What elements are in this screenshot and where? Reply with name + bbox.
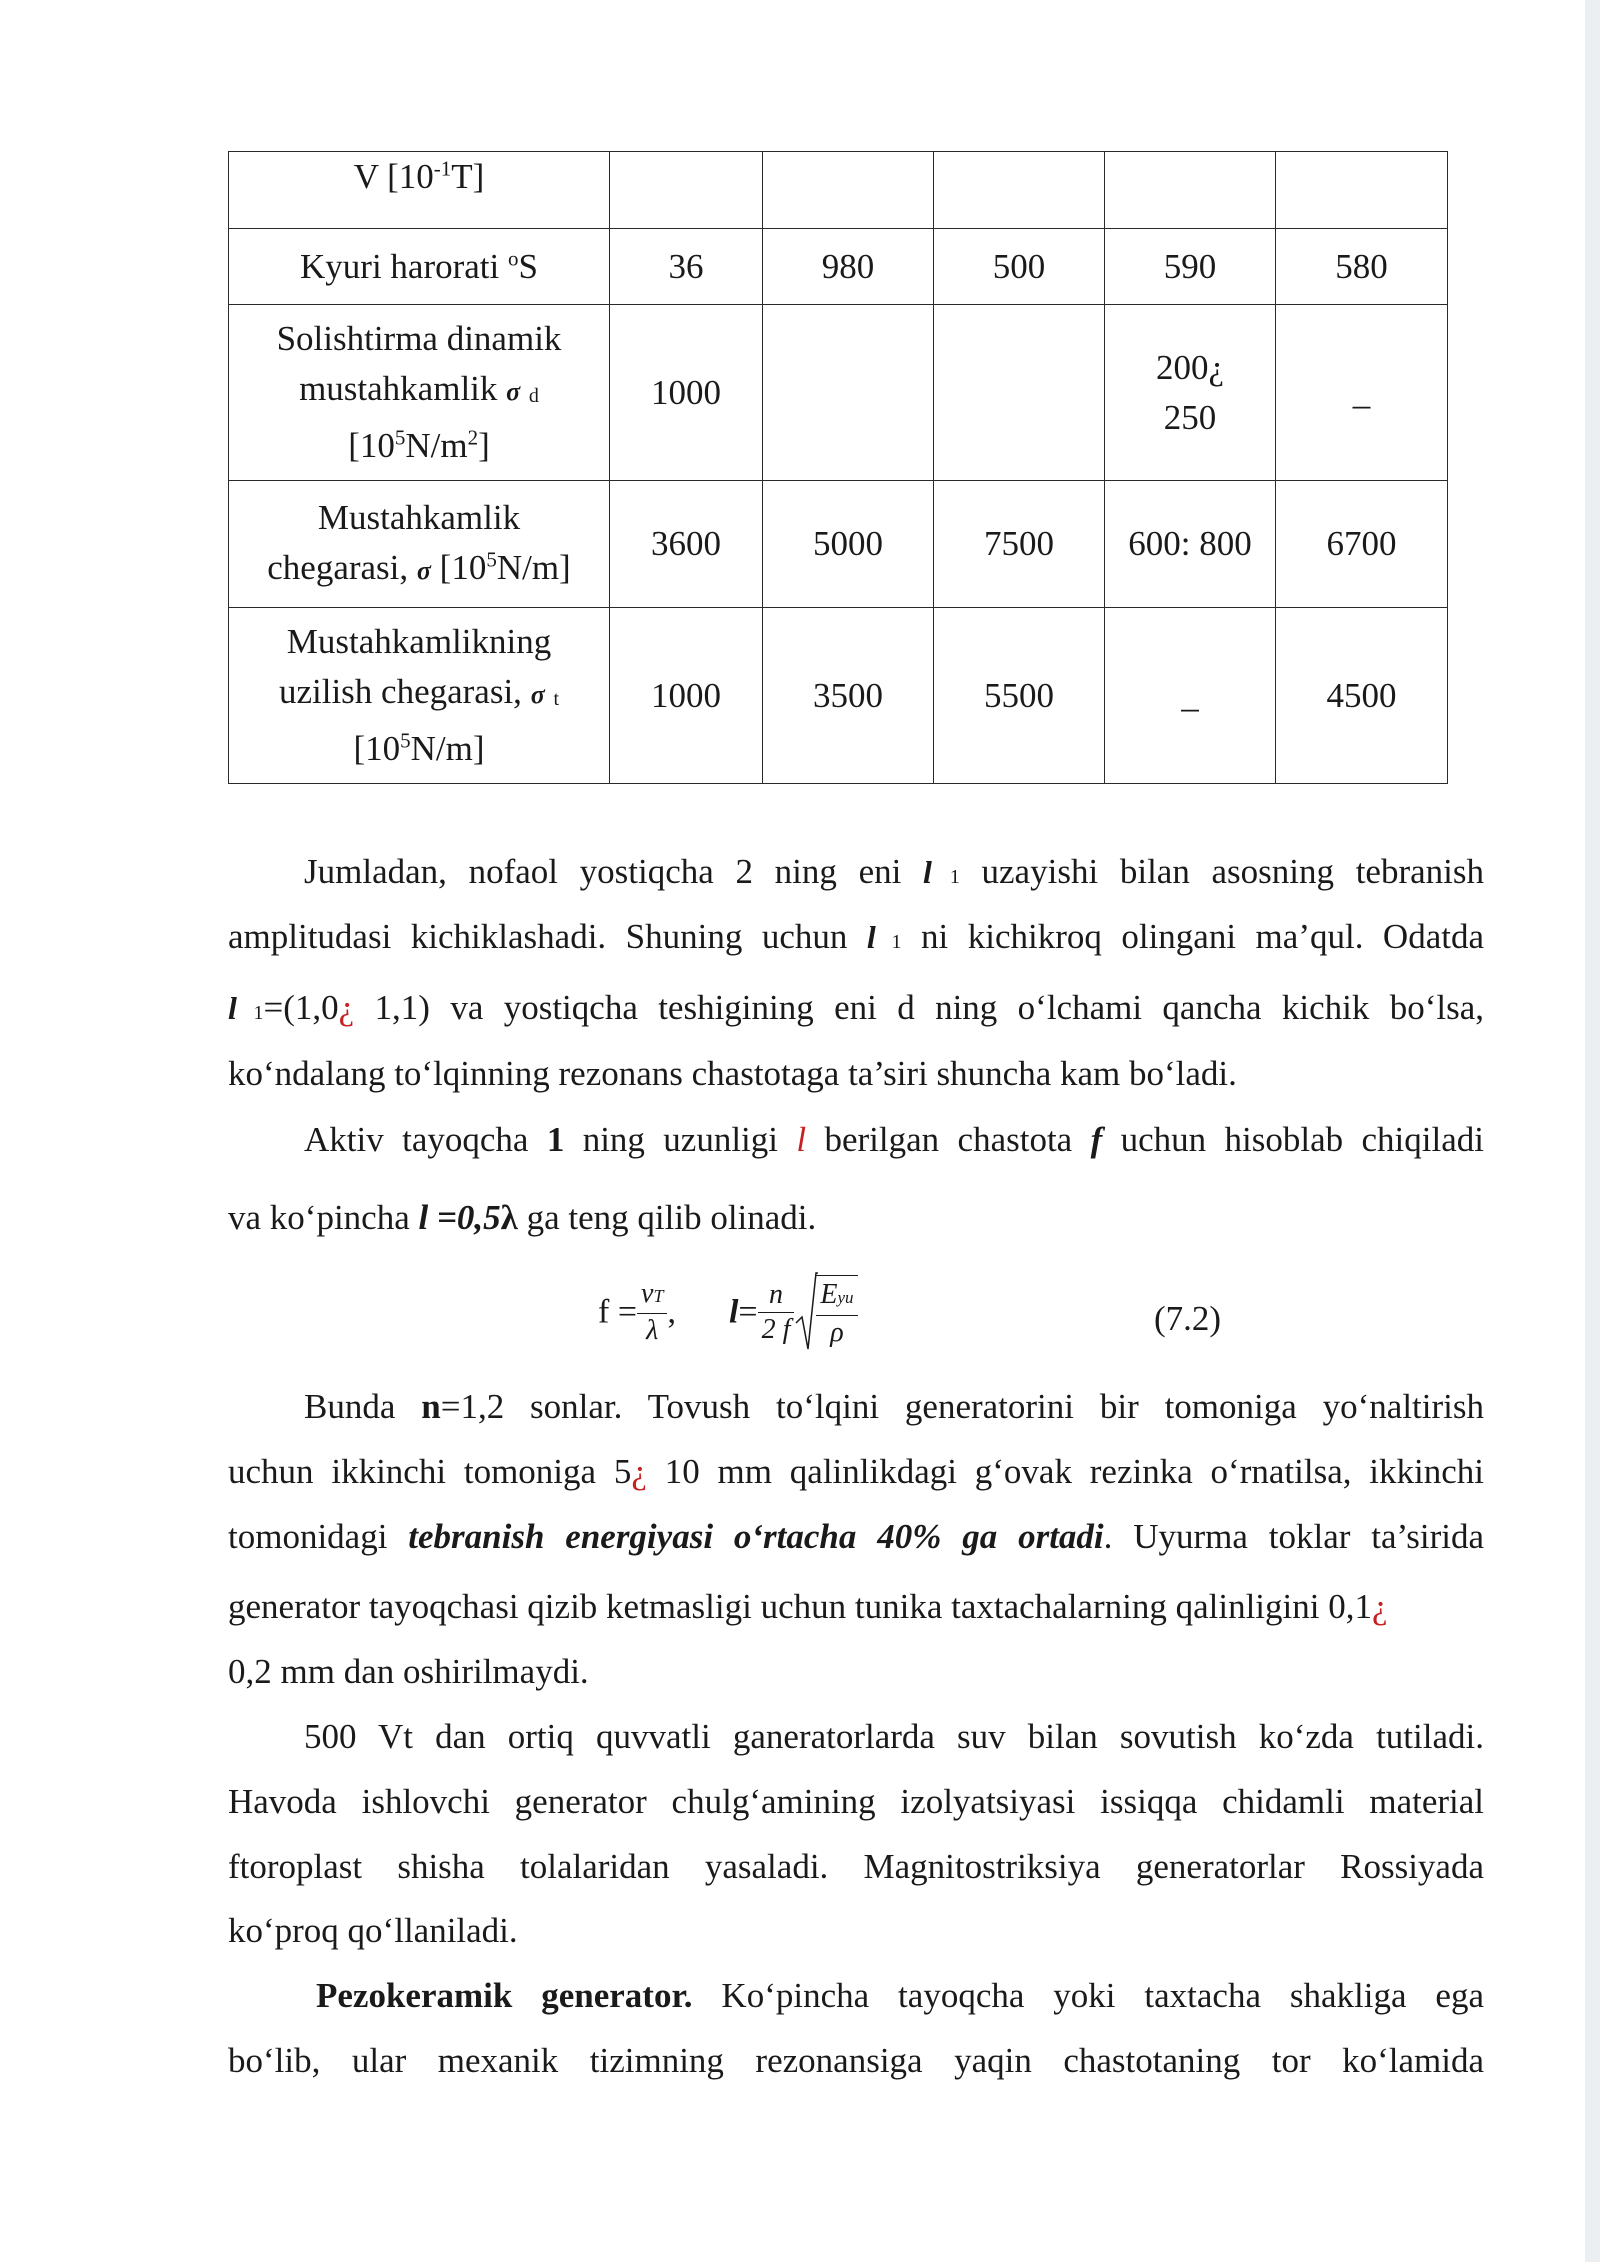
table-cell: 3500 [763,608,934,784]
table-cell: 1000 [610,305,763,481]
sigma-symbol: σ [506,377,521,406]
paragraph-line: Jumladan, nofaol yostiqcha 2 ning eni l 1 uzayishi bilan asosning tebranish [304,852,1484,891]
paragraph-line: l 1=(1,0¿ 1,1) va yostiqcha teshigining eni d ning o‘lchami qancha kichik bo‘lsa, [228,988,1484,1027]
row-label: Mustahkamlik chegarasi, σ $[10^5N/m]$ [229,481,610,608]
body-text [228,0,1484,2262]
table-cell: _ [1276,305,1448,481]
table-cell: 36 [610,229,763,305]
paragraph-line: bo‘lib, ular mexanik tizimning rezonansiga yaqin chastotaning tor ko‘lamida [228,2041,1484,2080]
paragraph-line: Havoda ishlovchi generator chulg‘amining izolyatsiyasi issiqqa chidamli material [228,1782,1484,1821]
table-cell: 500 [934,229,1105,305]
row-label: V $[10^{-1}T]$ [229,152,610,229]
formula-7-2: f = $\frac{vT}{\lambda}$ , l= $\frac{n}{2 f}$ $\frac{\text{Eyu}}{\rho}$ (7.2) [598,1275,1298,1375]
paragraph-line: ko‘proq qo‘llaniladi. [228,1911,518,1950]
paragraph-line: tomonidagi tebranish energiyasi o‘rtacha 40% ga ortadi. Uyurma toklar ta’sirida [228,1517,1484,1556]
table-cell: 5000 [763,481,934,608]
row-label: Mustahkamlikning uzilish chegarasi, σ t $[10^5N/m]$ [229,608,610,784]
sigma-symbol: σ [416,555,431,585]
table-cell: 7500 [934,481,1105,608]
fraction: $\frac{vT}{\lambda}$ [637,1277,667,1348]
sigma-symbol: σ [530,680,545,709]
paragraph-line: 500 Vt dan ortiq quvvatli ganeratorlarda suv bilan sovutish ko‘zda tutiladi. [304,1717,1484,1756]
table-cell: 580 [1276,229,1448,305]
sqrt-sign: $\frac{\text{Eyu}}{\rho}$ [794,1275,857,1350]
paragraph-line: va ko‘pincha l =0,5λ ga teng qilib olinadi. [228,1198,817,1237]
table-cell: 6700 [1276,481,1448,608]
fraction: $\frac{n}{2 f}$ [758,1278,795,1347]
table-cell: 980 [763,229,934,305]
paragraph-line: generator tayoqchasi qizib ketmasligi uchun tunika taxtachalarning qalinligini 0,1¿ [228,1587,1388,1626]
paragraph-line: Pezokeramik generator. Ko‘pincha tayoqcha yoki taxtacha shakliga ega [316,1976,1484,2015]
paragraph-line: ftoroplast shisha tolalaridan yasaladi. Magnitostriksiya generatorlar Rossiyada [228,1847,1484,1886]
table-cell: _ [1105,608,1276,784]
row-label: Kyuri harorati $^o$S [229,229,610,305]
paragraph-line: uchun ikkinchi tomoniga 5¿ 10 mm qalinlikdagi g‘ovak rezinka o‘rnatilsa, ikkinchi [228,1452,1484,1491]
table-cell: 3600 [610,481,763,608]
paragraph-line: Aktiv tayoqcha 1 ning uzunligi l berilgan chastota f uchun hisoblab chiqiladi [304,1120,1484,1159]
table-cell: 5500 [934,608,1105,784]
paragraph-line: Bunda n=1,2 sonlar. Tovush to‘lqini generatorini bir tomoniga yo‘naltirish [304,1387,1484,1426]
table-cell: 4500 [1276,608,1448,784]
paragraph-line: 0,2 mm dan oshirilmaydi. [228,1652,589,1691]
equation-number: (7.2) [1154,1299,1222,1338]
paragraph-line: amplitudasi kichiklashadi. Shuning uchun l 1 ni kichikroq olingani ma’qul. Odatda [228,917,1485,956]
page-edge [1585,0,1600,2262]
table-cell: 200¿ 250 [1105,305,1276,481]
table-cell: 590 [1105,229,1276,305]
row-label: Solishtirma dinamik mustahkamlik σ d $[10^5N/m^2]$ [229,305,610,481]
table-cell: 1000 [610,608,763,784]
paragraph-line: ko‘ndalang to‘lqinning rezonans chastotaga ta’siri shuncha kam bo‘ladi. [228,1054,1237,1093]
table-cell: 600: 800 [1105,481,1276,608]
